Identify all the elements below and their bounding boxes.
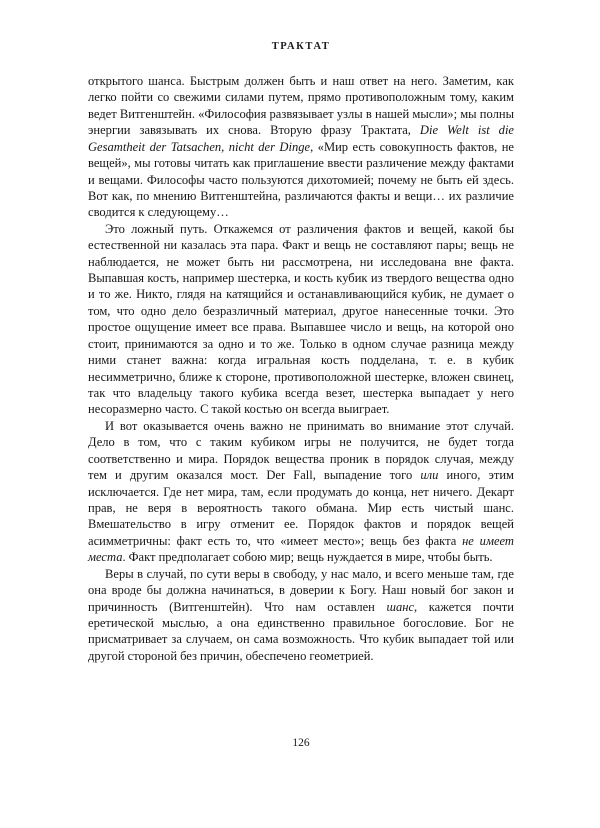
paragraph-text: , кажется почти еретической мыслью, а она единственно правильное богословие. Бог не присматривает за случаем, он сама возможность. Что кубик выпадает той или другой стороной без причин, обеспечено геометрией. <box>88 599 514 663</box>
body-paragraph <box>88 73 514 221</box>
running-head: ТРАКТАТ <box>271 41 331 52</box>
emphasis-text: шанс <box>386 599 415 614</box>
page-number: 126 <box>292 737 310 749</box>
latin-phrase: Der Fall <box>266 468 313 483</box>
latin-quotation: Die Welt ist die Gesamtheit der Tatsachen, nicht der Dinge <box>88 123 514 154</box>
paragraph-text: , выпадение того <box>312 468 421 483</box>
emphasis-text: или <box>420 468 439 483</box>
body-paragraph <box>88 221 514 418</box>
paragraph-text: открытого шанса. Быстрым должен быть и наш ответ на него. Заметим, как легко пойти со свежими силами путем, прямо противоположным тому, каким ведет Витгенштейн. «Философия развязывает узлы в нашей мысли»; мы полны энергии завязывать их снова. Вторую фразу Трактата, <box>88 74 514 138</box>
body-text-block <box>88 73 514 664</box>
body-paragraph <box>88 418 514 566</box>
paragraph-text: Веры в случай, по сути веры в свободу, у нас мало, и всего меньше там, где она вроде бы должна начинаться, в доверии к Богу. Наш новый бог закон и причинность (Витгенштейн). Что нам оставлен <box>88 566 514 614</box>
paragraph-text: иного, этим исключается. Где нет мира, там, если продумать до конца, нет ничего. Декарт прав, не веря в вероятность такого обмана. Мир есть чистый шанс. Вмешательство в игру отменит ее. Порядок фактов и порядок вещей асимметричны: факт есть то, что «имеет место»; вещь без факта <box>88 468 514 548</box>
emphasis-text: не имеет места <box>88 533 514 565</box>
body-paragraph <box>88 566 514 665</box>
paragraph-text: , «Мир есть совокупность фактов, не вещей», мы готовы читать как приглашение ввести различение между фактами и вещами. Философы часто пользуются дихотомией; почему не быть ей здесь. Вот как, по мнению Витгенштейна, различаются факты и вещи… их различие сводится к следующему… <box>88 139 514 220</box>
paragraph-text: И вот оказывается очень важно не принимать во внимание этот случай. Дело в том, что с таким кубиком игры не получится, не будет тогда соответственно и мира. Порядок вещества проник в порядок случая, между тем и другим оказался мост. <box>88 418 514 483</box>
paragraph-text: Это ложный путь. Откажемся от различения фактов и вещей, какой бы естественной ни казалась эта пара. Факт и вещь не составляют пары; вещь не наблюдается, не может быть ни рассмотрена, ни исследована вне факта. Выпавшая кость, например шестерка, и кость кубик из твердого вещества одно и то же. Никто, глядя на катящийся и останавливающийся кубик, не думает о том, что одно дело безразличный материал, другое нанесенные точки. Это простое ощущение имеет все права. Выпавшее число и вещь, на которой оно стоит, принимаются за одно и то же. Только в одном случае разница между ними станет важна: когда игральная кость подделана, т. е. в кубик несимметрично, ближе к стороне, противоположной шестерке, вложен свинец, так что владельцу такого кубика всегда везет, шестерка выпадает у него несоразмерно часто. С такой костью он всегда выиграет. <box>88 221 514 417</box>
paragraph-text: . Факт предполагает собою мир; вещь нуждается в мире, чтобы быть. <box>122 550 493 565</box>
